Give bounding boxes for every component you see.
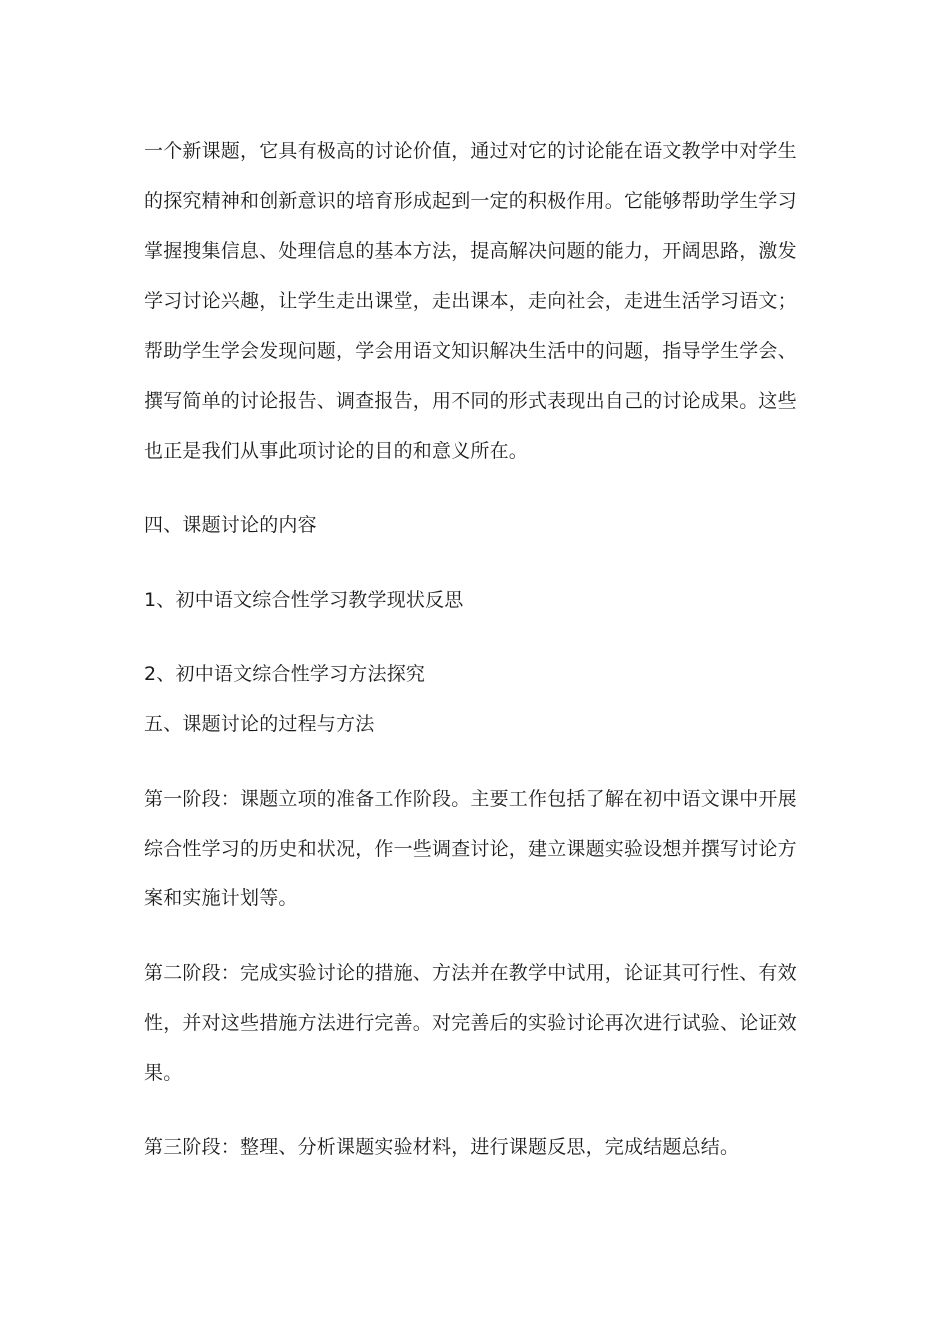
- paragraph-line: 果。: [144, 1062, 183, 1084]
- paragraph-line: 性，并对这些措施方法进行完善。对完善后的实验讨论再次进行试验、论证效: [144, 1012, 797, 1034]
- paragraph-line: 第二阶段：完成实验讨论的措施、方法并在教学中试用，论证其可行性、有效: [144, 962, 797, 984]
- section-heading-content: 四、课题讨论的内容: [144, 514, 317, 536]
- paragraph-line: 综合性学习的历史和状况，作一些调查讨论，建立课题实验设想并撰写讨论方: [144, 838, 797, 860]
- paragraph-line: 帮助学生学会发现问题，学会用语文知识解决生活中的问题，指导学生学会、: [144, 340, 797, 362]
- list-item: 2、初中语文综合性学习方法探究: [144, 663, 426, 685]
- paragraph-line: 也正是我们从事此项讨论的目的和意义所在。: [144, 440, 529, 462]
- paragraph-line: 一个新课题，它具有极高的讨论价值，通过对它的讨论能在语文教学中对学生: [144, 140, 797, 162]
- paragraph-line: 撰写简单的讨论报告、调查报告，用不同的形式表现出自己的讨论成果。这些: [144, 390, 797, 412]
- paragraph-line: 学习讨论兴趣，让学生走出课堂，走出课本，走向社会，走进生活学习语文；: [144, 290, 797, 312]
- paragraph-line: 案和实施计划等。: [144, 887, 298, 909]
- paragraph-line: 的探究精神和创新意识的培育形成起到一定的积极作用。它能够帮助学生学习: [144, 190, 797, 212]
- paragraph-line: 第三阶段：整理、分析课题实验材料，进行课题反思，完成结题总结。: [144, 1136, 740, 1158]
- section-heading-process: 五、课题讨论的过程与方法: [144, 713, 375, 735]
- list-item: 1、初中语文综合性学习教学现状反思: [144, 589, 464, 611]
- paragraph-line: 第一阶段：课题立项的准备工作阶段。主要工作包括了解在初中语文课中开展: [144, 788, 797, 810]
- paragraph-line: 掌握搜集信息、处理信息的基本方法，提高解决问题的能力，开阔思路，激发: [144, 240, 797, 262]
